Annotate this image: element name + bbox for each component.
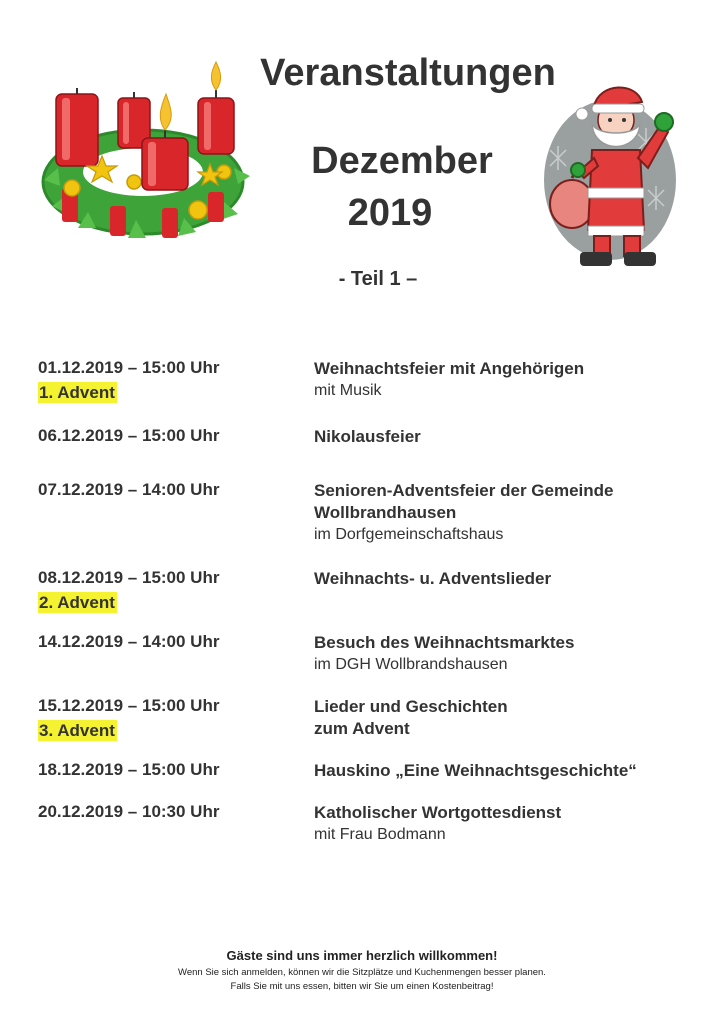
page-subtitle-year: 2019 (347, 192, 433, 234)
event-date: 01.12.2019 – 15:00 Uhr (38, 358, 220, 377)
event-subtitle: mit Musik (314, 382, 382, 399)
event-title-line2: Wollbrandhausen (314, 503, 457, 522)
page-title: Veranstaltungen (260, 52, 556, 94)
event-date: 14.12.2019 – 14:00 Uhr (38, 632, 220, 651)
event-title: Nikolausfeier (314, 427, 421, 446)
event-date: 20.12.2019 – 10:30 Uhr (38, 802, 220, 821)
event-title: Lieder und Geschichten (314, 697, 508, 716)
footer-welcome: Gäste sind uns immer herzlich willkommen! (226, 948, 498, 963)
event-title: Katholischer Wortgottesdienst (314, 803, 562, 822)
part-label: - Teil 1 – (338, 268, 418, 290)
page-subtitle-month: Dezember (311, 140, 493, 182)
event-subtitle: im DGH Wollbrandshausen (314, 656, 508, 673)
event-date: 08.12.2019 – 15:00 Uhr (38, 568, 220, 587)
event-subtitle: mit Frau Bodmann (314, 826, 446, 843)
footer-note-cost: Falls Sie mit uns essen, bitten wir Sie um einen Kostenbeitrag! (230, 981, 494, 992)
event-subtitle: im Dorfgemeinschaftshaus (314, 526, 504, 543)
event-date: 15.12.2019 – 15:00 Uhr (38, 696, 220, 715)
advent-badge: 2. Advent (39, 593, 115, 612)
event-title-line2: zum Advent (314, 719, 410, 738)
footer-note: Wenn Sie sich anmelden, können wir die Sitzplätze und Kuchenmengen besser planen. (178, 967, 546, 978)
event-date: 18.12.2019 – 15:00 Uhr (38, 760, 220, 779)
event-title: Senioren-Adventsfeier der Gemeinde (314, 481, 614, 500)
event-title: Weihnachts- u. Adventslieder (314, 569, 552, 588)
event-date: 06.12.2019 – 15:00 Uhr (38, 426, 220, 445)
advent-badge: 3. Advent (39, 721, 115, 740)
event-title: Weihnachtsfeier mit Angehörigen (314, 359, 585, 378)
advent-badge: 1. Advent (39, 383, 115, 402)
event-title: Hauskino „Eine Weihnachtsgeschichte“ (314, 761, 637, 780)
event-title: Besuch des Weihnachtsmarktes (314, 633, 575, 652)
event-date: 07.12.2019 – 14:00 Uhr (38, 480, 220, 499)
